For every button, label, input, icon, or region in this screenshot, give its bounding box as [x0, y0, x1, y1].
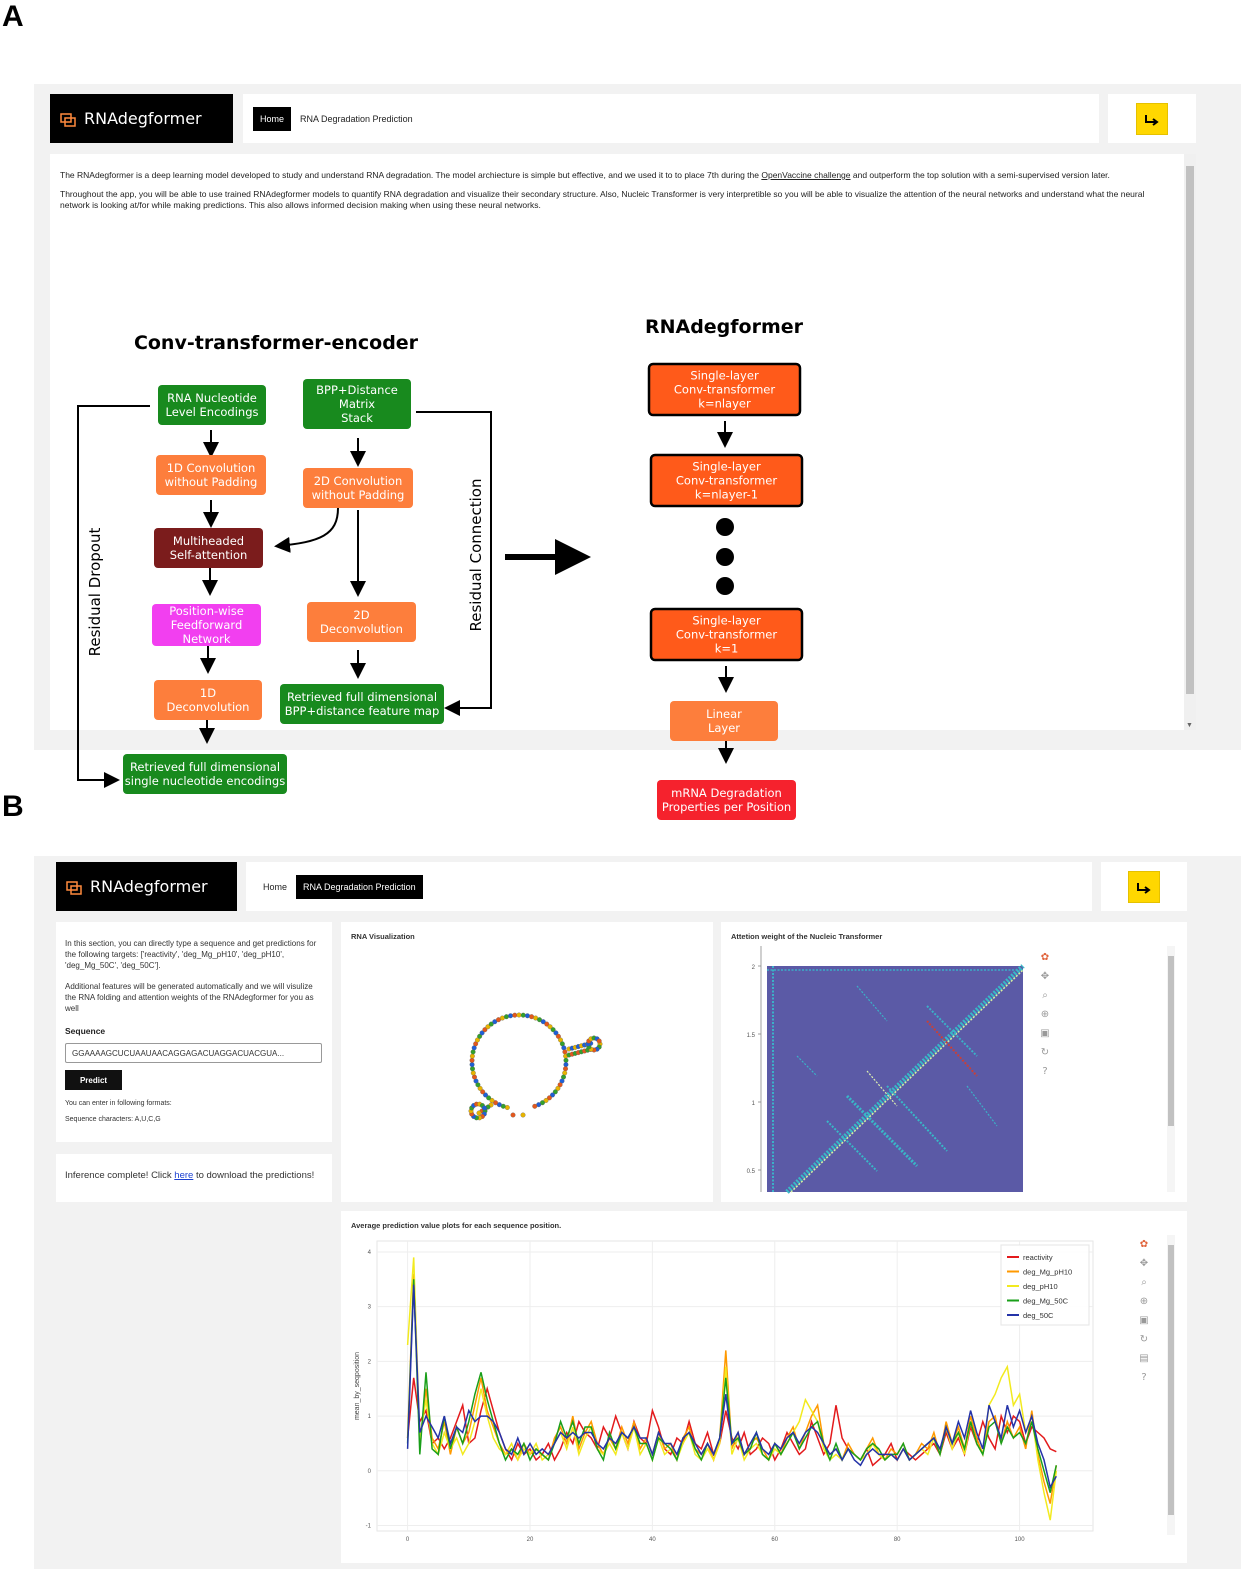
- intro-paragraph-1: [60, 170, 1160, 181]
- top-navbar: [243, 94, 1099, 143]
- y-tick-label: 1: [751, 1101, 755, 1107]
- legend-label: deg_Mg_pH10: [1023, 1267, 1073, 1277]
- diagram-node-label: RNA Nucleotide: [167, 391, 257, 405]
- wheel-zoom-icon[interactable]: ⊕: [1040, 1009, 1050, 1020]
- x-tick-label: 0: [405, 1537, 410, 1543]
- download-link[interactable]: here: [174, 1170, 194, 1181]
- nucleotide: [564, 1062, 569, 1067]
- nucleotide: [525, 1013, 530, 1018]
- ellipsis-dot: [716, 577, 734, 595]
- legend-label: deg_50C: [1023, 1311, 1054, 1320]
- scroll-down-icon[interactable]: ▼: [1186, 722, 1193, 729]
- heatmap-background: [767, 966, 1023, 1192]
- diagram-node-label: Deconvolution: [320, 622, 403, 636]
- diagram-node-label: 1D Convolution: [166, 461, 256, 475]
- sequence-input[interactable]: [65, 1043, 322, 1063]
- diagram-node-rna-enc: [158, 385, 266, 425]
- diagram-node-label: Properties per Position: [661, 800, 792, 814]
- diagram-node-label: mRNA Degradation: [671, 786, 782, 800]
- legend-label: deg_pH10: [1023, 1282, 1058, 1291]
- plot-toolbar: [1039, 952, 1051, 1078]
- toolbar-right: [1108, 94, 1196, 143]
- chart-scrollbar[interactable]: [1167, 1235, 1175, 1535]
- diagram-node-label: Feedforward: [170, 618, 243, 632]
- diagram-node-mha: [154, 528, 263, 568]
- prediction-line-chart[interactable]: [347, 1233, 1147, 1563]
- rna-visualization-title: RNA Visualization: [351, 932, 415, 941]
- diagram-node-label: k=nlayer-1: [694, 487, 759, 502]
- diagram-node-label: Single-layer: [692, 613, 761, 628]
- source-code-button[interactable]: [1128, 871, 1160, 903]
- nucleotide: [470, 1054, 475, 1059]
- diagram-nodes: [123, 364, 802, 820]
- diagram-node-label: Layer: [707, 721, 741, 735]
- diagram-node-label: BPP+Distance: [316, 383, 398, 397]
- bokeh-logo-icon[interactable]: ✿: [1040, 952, 1050, 963]
- inference-status-card: [56, 1154, 332, 1202]
- nucleotide: [562, 1071, 567, 1076]
- attention-heatmap[interactable]: [731, 946, 1051, 1196]
- nucleotide: [470, 1067, 475, 1072]
- diagram-node-label: without Padding: [164, 475, 258, 489]
- architecture-diagram: [50, 230, 1180, 814]
- content-scrollbar[interactable]: [1184, 154, 1196, 730]
- status-text: to download the predictions!: [193, 1170, 315, 1181]
- diagram-node-label: Conv-transformer: [675, 627, 778, 642]
- diagram-node-deconv2d: [307, 602, 416, 642]
- diagram-node-label: Matrix: [338, 397, 376, 411]
- y-tick-label: -1: [365, 1523, 371, 1530]
- nucleotide: [482, 1106, 487, 1111]
- x-tick-label: 40: [649, 1537, 656, 1543]
- bokeh-logo-icon[interactable]: ✿: [1139, 1239, 1149, 1250]
- diagram-node-label: Deconvolution: [166, 700, 250, 714]
- sequence-input-card: [56, 922, 332, 1142]
- diagram-node-label: 2D Convolution: [313, 474, 403, 488]
- diagram-node-label: Multiheaded: [172, 534, 245, 548]
- characters-note: Sequence characters: A,U,C,G: [65, 1116, 161, 1123]
- nucleotide: [563, 1050, 568, 1055]
- x-tick-label: 100: [1014, 1537, 1025, 1543]
- nucleotide: [564, 1058, 569, 1063]
- help-icon[interactable]: ?: [1141, 1372, 1147, 1383]
- prediction-chart-card: [341, 1211, 1187, 1563]
- pan-icon[interactable]: ✥: [1040, 971, 1050, 982]
- nucleotide: [517, 1013, 522, 1018]
- scroll-thumb[interactable]: [1186, 166, 1194, 694]
- nucleotide: [505, 1105, 510, 1110]
- hover-icon[interactable]: ▤: [1139, 1353, 1149, 1364]
- tab-rna-degradation-prediction[interactable]: RNA Degradation Prediction: [300, 113, 413, 124]
- y-tick-label: 2: [367, 1359, 371, 1366]
- attention-scrollbar[interactable]: [1167, 946, 1175, 1192]
- diagram-node-ffn: [152, 604, 261, 646]
- diagram-node-label: Linear: [706, 707, 742, 721]
- scroll-thumb[interactable]: [1168, 1245, 1174, 1515]
- diagram-node-label: Single-layer: [690, 368, 759, 383]
- nucleotide: [504, 1014, 509, 1019]
- x-tick-label: 80: [893, 1537, 901, 1543]
- box-zoom-icon[interactable]: ⌕: [1141, 1277, 1147, 1288]
- panel-label-b: B: [2, 790, 24, 823]
- prediction-chart-title: Average prediction value plots for each sequence position.: [351, 1221, 562, 1230]
- app-logo[interactable]: [50, 94, 233, 143]
- diagram-node-layer-n: [649, 364, 800, 415]
- diagram-node-label: k=1: [714, 641, 739, 656]
- nucleotide: [562, 1046, 567, 1051]
- legend-label: deg_Mg_50C: [1023, 1296, 1069, 1306]
- x-tick-label: 20: [526, 1537, 534, 1543]
- sequence-label: Sequence: [65, 1026, 106, 1036]
- app-window-home: [34, 84, 1241, 814]
- attention-card: [721, 922, 1187, 1202]
- diagram-node-label: 1D: [199, 686, 217, 700]
- diagram-node-deconv1d: [154, 680, 262, 720]
- diagram-node-label: Position-wise: [169, 604, 244, 618]
- diagram-node-layer-1: [651, 609, 802, 660]
- home-content: [50, 154, 1196, 814]
- rna-structure-plot[interactable]: [341, 922, 713, 1202]
- status-text: Inference complete! Click: [65, 1170, 175, 1181]
- y-tick-label: 1: [367, 1414, 371, 1421]
- ellipsis-dot: [716, 518, 734, 536]
- diagram-node-label: Single-layer: [692, 459, 761, 474]
- diagram-node-label: without Padding: [311, 488, 405, 502]
- box-zoom-icon[interactable]: ⌕: [1042, 990, 1048, 1001]
- nucleotide: [470, 1062, 475, 1067]
- formats-note: You can enter in following formats:: [65, 1100, 172, 1107]
- rna-visualization-card: [341, 922, 713, 1202]
- app-logo-icon: [60, 112, 76, 126]
- panel-label-a: A: [2, 0, 24, 33]
- diagram-node-label: k=nlayer: [698, 396, 751, 411]
- app-logo-icon: [66, 880, 82, 894]
- y-tick-label: 2: [751, 965, 755, 971]
- reset-icon[interactable]: ↻: [1139, 1334, 1149, 1345]
- nucleotide: [597, 1039, 602, 1044]
- nucleotide: [511, 1113, 516, 1118]
- nucleotide: [563, 1067, 568, 1072]
- nucleotide: [521, 1113, 526, 1118]
- app-logo[interactable]: [56, 862, 237, 911]
- toolbar-right: [1101, 862, 1187, 911]
- diagram-node-label: Conv-transformer: [675, 473, 778, 488]
- y-tick-label: 0: [367, 1468, 371, 1475]
- diagram-node-conv2d: [303, 468, 413, 508]
- y-tick-label: 4: [367, 1249, 371, 1256]
- y-tick-label: 0.5: [746, 1169, 755, 1175]
- openvaccine-link[interactable]: OpenVaccine challenge: [761, 170, 851, 180]
- diagram-node-ret-single: [123, 754, 287, 794]
- source-code-button[interactable]: [1136, 103, 1168, 135]
- residual-connection-label: Residual Connection: [467, 478, 485, 632]
- wheel-zoom-icon[interactable]: ⊕: [1139, 1296, 1149, 1307]
- y-tick-label: 3: [367, 1304, 371, 1311]
- diagram-node-label: Retrieved full dimensional: [129, 760, 281, 774]
- x-tick-label: 60: [771, 1537, 779, 1543]
- diagram-node-label: single nucleotide encodings: [124, 774, 286, 788]
- diagram-right-title: RNAdegformer: [644, 316, 804, 338]
- nucleotide: [471, 1071, 476, 1076]
- tab-home[interactable]: Home: [263, 881, 288, 892]
- nucleotide: [470, 1058, 475, 1063]
- nucleotide: [471, 1050, 476, 1055]
- intro-text: and outperform the top solution with a semi-supervised version later.: [850, 170, 1110, 180]
- nucleotide: [508, 1013, 513, 1018]
- diagram-node-label: Stack: [341, 411, 373, 425]
- diagram-node-label: Network: [182, 632, 231, 646]
- predict-intro-2: Additional features will be generated automatically and we will visulize the RNA folding and attention weights of the RNAdegformer for you as well: [65, 982, 314, 1013]
- diagram-node-label: 2D: [353, 608, 370, 622]
- diagram-node-bpp: [303, 379, 411, 429]
- nucleotide: [477, 1111, 482, 1116]
- diagram-node-conv1d: [156, 455, 266, 495]
- diagram-node-ret-bpp: [280, 684, 444, 724]
- intro-text: The RNAdegformer is a deep learning model developed to study and understand RNA degradation. The model archiecture is simple but effective, and we used it to to place 7th during the: [60, 170, 762, 180]
- nucleotide: [532, 1104, 537, 1109]
- diagram-node-label: Self-attention: [169, 548, 248, 562]
- diagram-node-label: Level Encodings: [165, 405, 259, 419]
- diagram-node-label: Conv-transformer: [673, 382, 776, 397]
- save-icon[interactable]: ▣: [1139, 1315, 1149, 1326]
- help-icon[interactable]: ?: [1042, 1066, 1048, 1077]
- nucleotide: [521, 1013, 526, 1018]
- diagram-node-label: Retrieved full dimensional: [286, 690, 438, 704]
- y-axis-label: mean_by_seqposition: [354, 1351, 361, 1421]
- intro-paragraph-2: Throughout the app, you will be able to use trained RNAdegformer models to quantify RNA degradation and visualize their secondary structure. Also, Nucleic Transformer is very interpretible so you will be able to visualize the attention of the neural networks and understand what the neural network is looking at/for while making predictions. This also allows informed decision making when using these neural networks.: [60, 189, 1145, 210]
- predict-intro-1: In this section, you can directly type a sequence and get predictions for the following targets: ['reactivity', 'deg_Mg_pH10', 'deg_pH10', 'deg_Mg_50C', 'deg_50C'].: [65, 939, 317, 970]
- diagram-node-linear: [670, 701, 778, 741]
- top-navbar: [246, 862, 1092, 911]
- attention-title: Attetion weight of the Nucleic Transformer: [731, 932, 883, 941]
- app-window-predict: [34, 856, 1241, 1569]
- app-name: RNAdegformer: [90, 877, 208, 896]
- diagram-node-label: BPP+distance feature map: [284, 704, 440, 718]
- inference-status-text: [65, 1170, 321, 1182]
- diagram-left-title: Conv-transformer-encoder: [133, 332, 419, 354]
- tab-rna-degradation-prediction[interactable]: RNA Degradation Prediction: [296, 875, 423, 899]
- diagram-node-output: [657, 780, 796, 820]
- tab-home[interactable]: Home: [253, 107, 291, 131]
- pan-icon[interactable]: ✥: [1139, 1258, 1149, 1269]
- code-icon: [1137, 881, 1151, 893]
- y-tick-label: 1.5: [746, 1033, 755, 1039]
- chart-legend: [1001, 1245, 1089, 1325]
- plot-toolbar: [1138, 1239, 1150, 1384]
- predict-button[interactable]: Predict: [65, 1070, 122, 1090]
- diagram-node-layer-n1: [651, 455, 802, 506]
- code-icon: [1145, 113, 1159, 125]
- legend-label: reactivity: [1023, 1253, 1053, 1262]
- scroll-thumb[interactable]: [1168, 956, 1174, 1126]
- nucleotide: [512, 1013, 517, 1018]
- nucleotide: [472, 1075, 477, 1080]
- app-name: RNAdegformer: [84, 109, 202, 128]
- reset-icon[interactable]: ↻: [1040, 1047, 1050, 1058]
- save-icon[interactable]: ▣: [1040, 1028, 1050, 1039]
- ellipsis-dot: [716, 548, 734, 566]
- residual-dropout-label: Residual Dropout: [86, 527, 104, 657]
